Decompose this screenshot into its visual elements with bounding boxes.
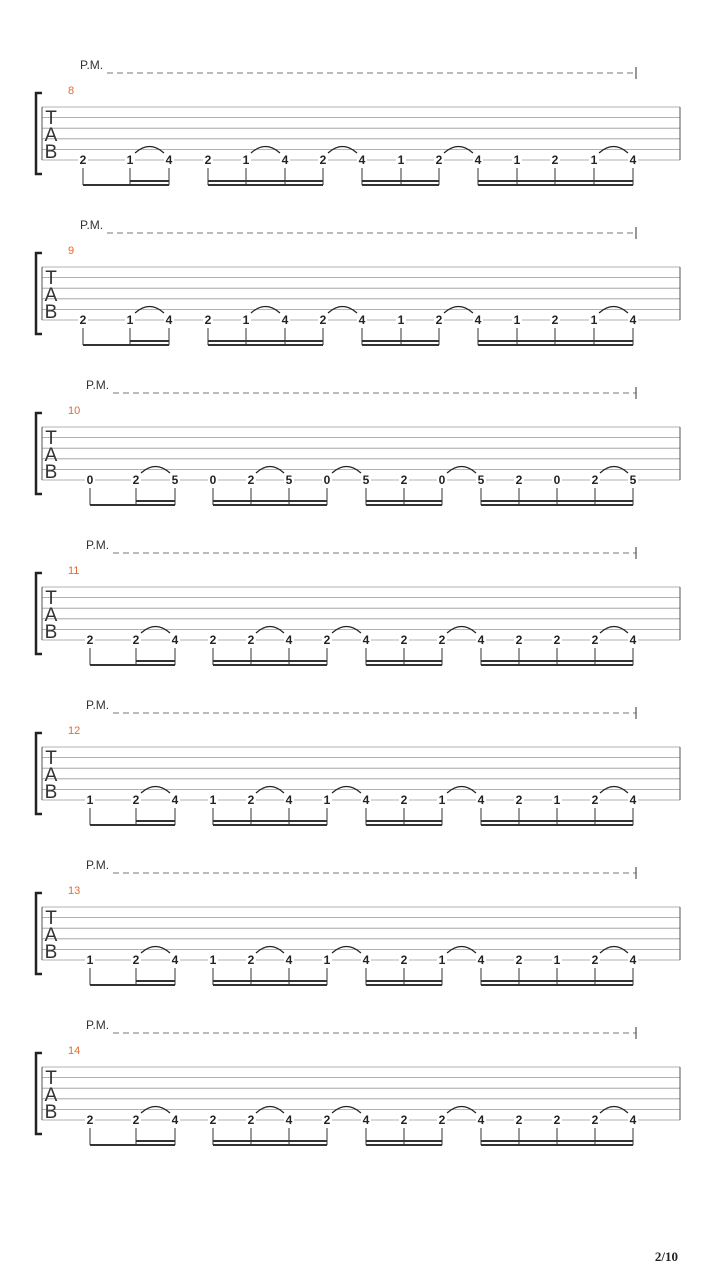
fret-number: 2: [553, 633, 561, 647]
fret-number: 2: [591, 473, 599, 487]
fret-number: 5: [171, 473, 179, 487]
system-bracket: [36, 413, 42, 494]
fret-number: 4: [629, 313, 637, 327]
fret-number: 0: [209, 473, 217, 487]
system-bracket: [36, 573, 42, 654]
fret-number: 1: [590, 313, 598, 327]
fret-number: 1: [513, 313, 521, 327]
measure-number: 8: [68, 85, 75, 97]
fret-number: 2: [591, 793, 599, 807]
fret-number: 4: [629, 953, 637, 967]
fret-number: 1: [397, 313, 405, 327]
fret-number: 2: [132, 953, 140, 967]
tab-clef-letter: T: [45, 428, 57, 449]
fret-number: 0: [323, 473, 331, 487]
tab-clef-letter: B: [44, 782, 58, 803]
fret-number: 1: [553, 953, 561, 967]
tab-clef-letter: A: [44, 285, 58, 306]
fret-number: 1: [323, 793, 331, 807]
fret-number: 4: [358, 153, 366, 167]
fret-number: 2: [132, 633, 140, 647]
fret-number: 2: [209, 633, 217, 647]
tab-clef-letter: A: [44, 1085, 58, 1106]
fret-number: 5: [629, 473, 637, 487]
fret-number: 1: [553, 793, 561, 807]
system-bracket: [36, 1053, 42, 1134]
fret-number: 4: [281, 313, 289, 327]
fret-number: 4: [165, 153, 173, 167]
fret-number: 2: [323, 633, 331, 647]
fret-number: 4: [477, 793, 485, 807]
fret-number: 2: [435, 153, 443, 167]
tab-clef-letter: B: [44, 302, 58, 323]
tab-clef-letter: A: [44, 445, 58, 466]
fret-number: 2: [247, 1113, 255, 1127]
palm-mute-label: P.M.: [80, 218, 104, 232]
palm-mute-label: P.M.: [86, 698, 110, 712]
tab-clef-letter: T: [45, 748, 57, 769]
palm-mute-label: P.M.: [86, 1018, 110, 1032]
fret-number: 4: [629, 153, 637, 167]
measure-number: 10: [68, 405, 81, 417]
fret-number: 2: [247, 473, 255, 487]
fret-number: 2: [400, 793, 408, 807]
tab-clef-letter: B: [44, 942, 58, 963]
fret-number: 2: [204, 153, 212, 167]
tab-clef-letter: T: [45, 588, 57, 609]
fret-number: 4: [477, 1113, 485, 1127]
system-bracket: [36, 733, 42, 814]
measure-number: 13: [68, 885, 81, 897]
fret-number: 4: [474, 153, 482, 167]
tab-clef-letter: T: [45, 108, 57, 129]
fret-number: 2: [515, 633, 523, 647]
tab-clef-letter: B: [44, 1102, 58, 1123]
fret-number: 1: [323, 953, 331, 967]
tab-clef-letter: A: [44, 765, 58, 786]
fret-number: 2: [86, 1113, 94, 1127]
fret-number: 2: [515, 953, 523, 967]
measure-number: 12: [68, 725, 81, 737]
fret-number: 1: [126, 153, 134, 167]
fret-number: 4: [362, 1113, 370, 1127]
fret-number: 2: [319, 153, 327, 167]
measure-number: 11: [68, 565, 80, 577]
fret-number: 2: [247, 953, 255, 967]
fret-number: 5: [362, 473, 370, 487]
fret-number: 2: [86, 633, 94, 647]
fret-number: 1: [438, 953, 446, 967]
fret-number: 2: [79, 153, 87, 167]
fret-number: 4: [629, 633, 637, 647]
palm-mute-label: P.M.: [86, 378, 110, 392]
measure-number: 9: [68, 245, 75, 257]
fret-number: 4: [171, 953, 179, 967]
fret-number: 4: [477, 953, 485, 967]
fret-number: 4: [285, 633, 293, 647]
fret-number: 2: [204, 313, 212, 327]
fret-number: 2: [79, 313, 87, 327]
tab-clef-letter: T: [45, 1068, 57, 1089]
fret-number: 4: [171, 633, 179, 647]
fret-number: 4: [362, 793, 370, 807]
fret-number: 2: [551, 313, 559, 327]
fret-number: 2: [591, 953, 599, 967]
fret-number: 0: [438, 473, 446, 487]
fret-number: 2: [515, 473, 523, 487]
fret-number: 1: [209, 793, 217, 807]
fret-number: 0: [86, 473, 94, 487]
fret-number: 0: [553, 473, 561, 487]
fret-number: 2: [438, 1113, 446, 1127]
palm-mute-label: P.M.: [80, 58, 104, 72]
fret-number: 2: [515, 1113, 523, 1127]
fret-number: 4: [362, 953, 370, 967]
fret-number: 4: [285, 1113, 293, 1127]
measure-number: 14: [68, 1045, 81, 1057]
palm-mute-label: P.M.: [86, 538, 110, 552]
fret-number: 4: [474, 313, 482, 327]
fret-number: 2: [435, 313, 443, 327]
tab-system: [36, 218, 680, 345]
fret-number: 2: [400, 473, 408, 487]
tab-clef-letter: A: [44, 605, 58, 626]
fret-number: 1: [513, 153, 521, 167]
fret-number: 4: [362, 633, 370, 647]
fret-number: 4: [165, 313, 173, 327]
tab-system: [36, 538, 680, 665]
fret-number: 5: [285, 473, 293, 487]
tab-clef-letter: B: [44, 142, 58, 163]
fret-number: 2: [515, 793, 523, 807]
fret-number: 2: [132, 1113, 140, 1127]
fret-number: 1: [209, 953, 217, 967]
fret-number: 4: [629, 1113, 637, 1127]
fret-number: 4: [171, 1113, 179, 1127]
tab-clef-letter: A: [44, 125, 58, 146]
tab-system: [36, 378, 680, 505]
fret-number: 2: [438, 633, 446, 647]
fret-number: 1: [86, 793, 94, 807]
fret-number: 2: [400, 633, 408, 647]
system-bracket: [36, 893, 42, 974]
palm-mute-label: P.M.: [86, 858, 110, 872]
tab-clef-letter: T: [45, 908, 57, 929]
fret-number: 4: [285, 793, 293, 807]
fret-number: 4: [171, 793, 179, 807]
fret-number: 2: [551, 153, 559, 167]
fret-number: 1: [590, 153, 598, 167]
fret-number: 2: [132, 793, 140, 807]
fret-number: 1: [397, 153, 405, 167]
tab-clef-letter: B: [44, 462, 58, 483]
fret-number: 4: [281, 153, 289, 167]
fret-number: 2: [591, 633, 599, 647]
tab-system: [36, 698, 680, 825]
fret-number: 4: [629, 793, 637, 807]
fret-number: 1: [126, 313, 134, 327]
fret-number: 1: [242, 313, 250, 327]
fret-number: 2: [319, 313, 327, 327]
tab-clef-letter: B: [44, 622, 58, 643]
tab-system: [36, 58, 680, 185]
fret-number: 2: [591, 1113, 599, 1127]
fret-number: 2: [247, 633, 255, 647]
system-bracket: [36, 93, 42, 174]
tab-clef-letter: A: [44, 925, 58, 946]
fret-number: 2: [400, 1113, 408, 1127]
fret-number: 1: [242, 153, 250, 167]
fret-number: 4: [285, 953, 293, 967]
fret-number: 2: [553, 1113, 561, 1127]
fret-number: 4: [477, 633, 485, 647]
fret-number: 2: [323, 1113, 331, 1127]
tab-system: [36, 1018, 680, 1145]
system-bracket: [36, 253, 42, 334]
tab-system: [36, 858, 680, 985]
fret-number: 2: [400, 953, 408, 967]
page-number: 2/10: [654, 1249, 678, 1264]
fret-number: 4: [358, 313, 366, 327]
fret-number: 2: [209, 1113, 217, 1127]
tab-clef-letter: T: [45, 268, 57, 289]
fret-number: 2: [247, 793, 255, 807]
fret-number: 1: [438, 793, 446, 807]
fret-number: 1: [86, 953, 94, 967]
fret-number: 2: [132, 473, 140, 487]
fret-number: 5: [477, 473, 485, 487]
